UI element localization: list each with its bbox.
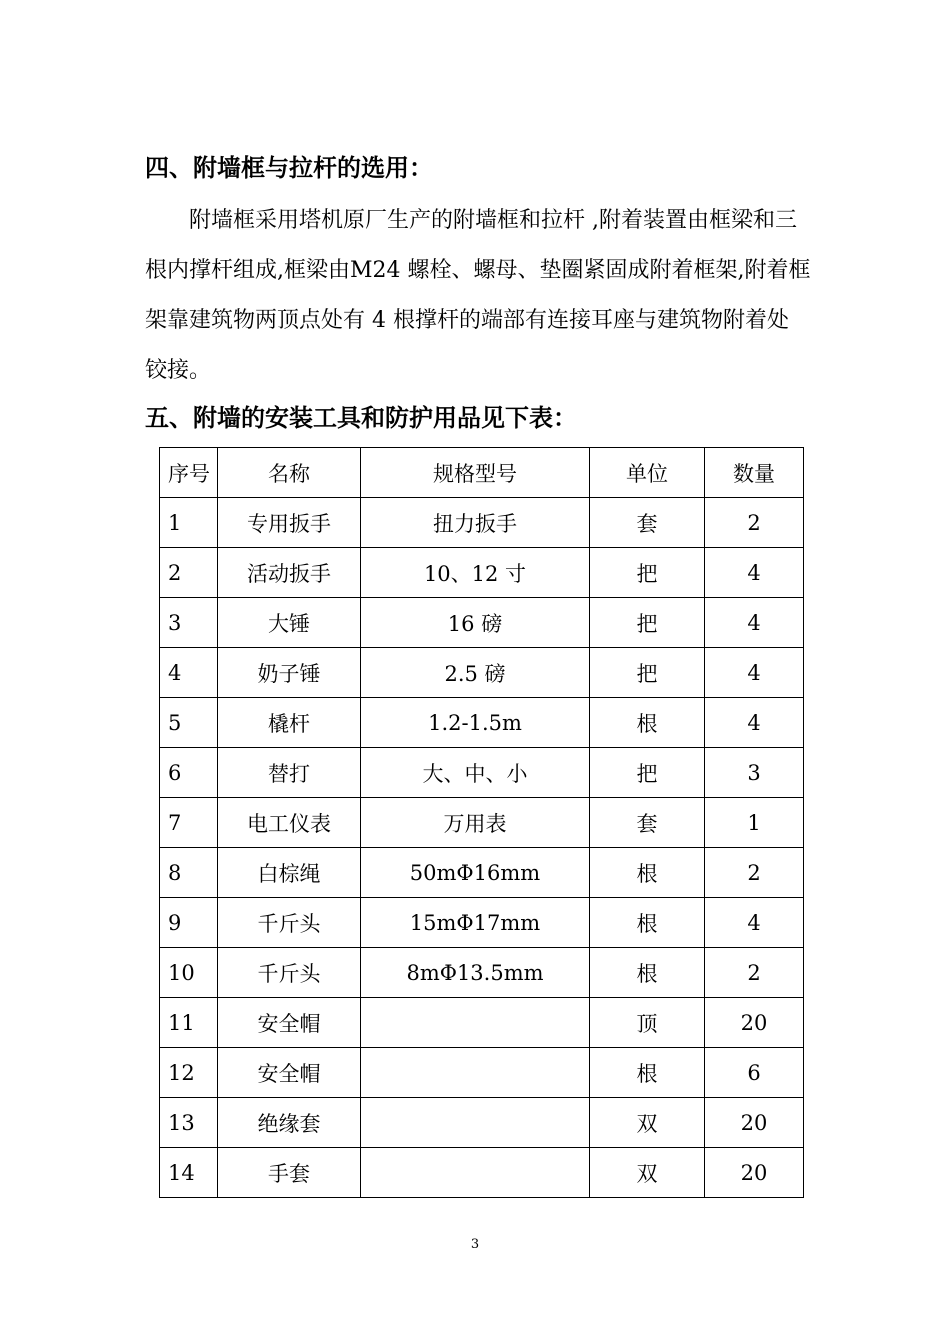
header-cell-number: 序号 [160, 448, 218, 498]
cell-number: 4 [160, 648, 218, 698]
cell-unit: 根 [590, 698, 705, 748]
cell-name: 活动扳手 [218, 548, 361, 598]
cell-number: 6 [160, 748, 218, 798]
cell-quantity: 2 [705, 498, 804, 548]
cell-unit: 把 [590, 648, 705, 698]
cell-name: 手套 [218, 1148, 361, 1198]
cell-spec [361, 998, 590, 1048]
cell-number: 11 [160, 998, 218, 1048]
cell-name: 奶子锤 [218, 648, 361, 698]
cell-quantity: 2 [705, 848, 804, 898]
cell-quantity: 1 [705, 798, 804, 848]
cell-name: 大锤 [218, 598, 361, 648]
cell-spec [361, 1048, 590, 1098]
header-cell-name: 名称 [218, 448, 361, 498]
cell-number: 13 [160, 1098, 218, 1148]
paragraph-line: 铰接。 [145, 358, 212, 383]
cell-unit: 根 [590, 948, 705, 998]
cell-unit: 把 [590, 548, 705, 598]
cell-number: 7 [160, 798, 218, 848]
table-row [160, 548, 804, 598]
cell-number: 5 [160, 698, 218, 748]
cell-unit: 把 [590, 598, 705, 648]
section-4-paragraph [145, 201, 810, 401]
cell-unit: 双 [590, 1148, 705, 1198]
cell-number: 2 [160, 548, 218, 598]
cell-quantity: 20 [705, 1098, 804, 1148]
cell-unit: 把 [590, 748, 705, 798]
cell-spec: 2.5 磅 [361, 648, 590, 698]
section-heading-5: 五、附墙的安装工具和防护用品见下表： [145, 404, 577, 432]
cell-number: 8 [160, 848, 218, 898]
section-heading-4: 四、附墙框与拉杆的选用： [145, 154, 433, 182]
cell-number: 14 [160, 1148, 218, 1198]
cell-unit: 根 [590, 898, 705, 948]
cell-quantity: 3 [705, 748, 804, 798]
paragraph-line: 根内撑杆组成,框梁由M24 螺栓、螺母、垫圈紧固成附着框架,附着框 [145, 258, 811, 283]
cell-spec: 大、中、小 [361, 748, 590, 798]
cell-spec: 1.2-1.5m [361, 698, 590, 748]
cell-number: 12 [160, 1048, 218, 1098]
cell-name: 千斤头 [218, 948, 361, 998]
cell-name: 安全帽 [218, 998, 361, 1048]
cell-quantity: 6 [705, 1048, 804, 1098]
cell-spec: 15mΦ17mm [361, 898, 590, 948]
cell-quantity: 4 [705, 648, 804, 698]
cell-spec: 10、12 寸 [361, 548, 590, 598]
table-row [160, 1098, 804, 1148]
table-row [160, 948, 804, 998]
cell-name: 替打 [218, 748, 361, 798]
cell-quantity: 4 [705, 698, 804, 748]
cell-quantity: 4 [705, 898, 804, 948]
cell-quantity: 4 [705, 598, 804, 648]
table-row [160, 748, 804, 798]
cell-unit: 根 [590, 1048, 705, 1098]
cell-number: 10 [160, 948, 218, 998]
header-cell-spec: 规格型号 [361, 448, 590, 498]
cell-number: 1 [160, 498, 218, 548]
cell-name: 电工仪表 [218, 798, 361, 848]
table-row [160, 848, 804, 898]
cell-number: 3 [160, 598, 218, 648]
cell-unit: 套 [590, 498, 705, 548]
cell-spec [361, 1148, 590, 1198]
header-cell-unit: 单位 [590, 448, 705, 498]
table-row [160, 1148, 804, 1198]
table-row [160, 898, 804, 948]
table-row [160, 698, 804, 748]
table-row [160, 998, 804, 1048]
cell-spec: 16 磅 [361, 598, 590, 648]
table-row [160, 498, 804, 548]
paragraph-line: 附墙框采用塔机原厂生产的附墙框和拉杆 ,附着装置由框梁和三 [189, 208, 797, 233]
cell-unit: 顶 [590, 998, 705, 1048]
cell-unit: 双 [590, 1098, 705, 1148]
cell-quantity: 20 [705, 998, 804, 1048]
cell-spec: 8mΦ13.5mm [361, 948, 590, 998]
cell-name: 千斤头 [218, 898, 361, 948]
cell-unit: 根 [590, 848, 705, 898]
page-number: 3 [470, 1237, 480, 1252]
table-row [160, 798, 804, 848]
cell-name: 专用扳手 [218, 498, 361, 548]
tools-equipment-table [159, 447, 804, 1198]
cell-spec: 万用表 [361, 798, 590, 848]
table-row [160, 648, 804, 698]
cell-quantity: 4 [705, 548, 804, 598]
table-row [160, 598, 804, 648]
cell-name: 橇杆 [218, 698, 361, 748]
cell-spec: 扭力扳手 [361, 498, 590, 548]
cell-quantity: 20 [705, 1148, 804, 1198]
table-header-row [160, 448, 804, 498]
cell-name: 白棕绳 [218, 848, 361, 898]
table-row [160, 1048, 804, 1098]
cell-unit: 套 [590, 798, 705, 848]
cell-name: 绝缘套 [218, 1098, 361, 1148]
header-cell-quantity: 数量 [705, 448, 804, 498]
paragraph-line: 架靠建筑物两顶点处有 4 根撑杆的端部有连接耳座与建筑物附着处 [145, 308, 789, 333]
cell-quantity: 2 [705, 948, 804, 998]
cell-spec: 50mΦ16mm [361, 848, 590, 898]
cell-number: 9 [160, 898, 218, 948]
cell-name: 安全帽 [218, 1048, 361, 1098]
cell-spec [361, 1098, 590, 1148]
